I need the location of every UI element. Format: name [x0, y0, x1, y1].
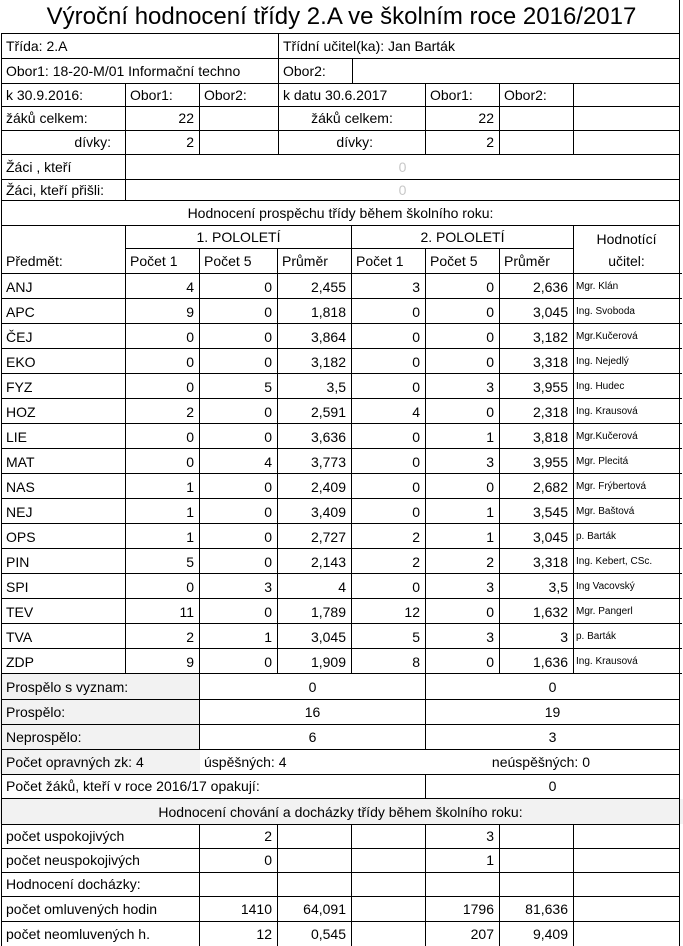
term2-count5: 1	[486, 528, 494, 545]
term2-count1: 0	[412, 353, 420, 370]
term2-average: 3,318	[532, 353, 568, 370]
teacher-name: Mgr. Plecitá	[576, 455, 629, 467]
unexcused-hours-term1-avg: 0,545	[310, 925, 346, 942]
repeating-label: Počet žáků, kteří v roce 2016/17 opakují:	[6, 778, 260, 794]
end-girls-value: 2	[486, 134, 494, 150]
grid-line	[573, 83, 574, 154]
term2-count1: 0	[412, 303, 420, 320]
subject-header: Předmět:	[6, 253, 63, 269]
term1-average: 2,455	[310, 278, 346, 295]
term2-count5: 1	[486, 428, 494, 445]
teacher-name: Ing. Kebert, CSc.	[576, 555, 653, 567]
term1-average: 4	[338, 578, 346, 595]
teacher-name: Ing Vacovský	[576, 580, 635, 592]
field2-label: Obor2:	[283, 62, 326, 79]
term2-count5: 0	[486, 303, 494, 320]
term1-count1: 9	[186, 303, 194, 320]
term2-count1: 0	[412, 328, 420, 345]
date-end-label: k datu 30.6.2017	[283, 86, 388, 103]
term1-count5: 0	[264, 528, 272, 545]
term1-count1: 1	[186, 528, 194, 545]
term1-count5-header: Počet 5	[204, 253, 252, 269]
term1-count1: 11	[179, 603, 194, 620]
failed-term1: 6	[308, 728, 317, 745]
passed-label: Prospělo:	[6, 703, 66, 720]
term2-count1: 2	[412, 553, 420, 570]
term2-count1: 0	[412, 428, 420, 445]
term1-count1: 0	[186, 328, 194, 345]
term2-average: 3,955	[532, 453, 568, 470]
term2-average: 3,045	[532, 303, 568, 320]
teacher-name: Ing. Krausová	[576, 655, 638, 667]
unsatisfactory-term2: 1	[486, 852, 494, 868]
unexcused-hours-label: počet neomluvených h.	[6, 925, 150, 942]
subject-name: ANJ	[6, 278, 33, 295]
teacher-name: Ing. Hudec	[576, 380, 625, 392]
students-who-value: 0	[398, 158, 407, 175]
unexcused-hours-term2: 207	[470, 925, 494, 942]
term1-average: 2,143	[310, 553, 346, 570]
term2-count5: 1	[486, 503, 494, 520]
start-girls-label: dívky:	[74, 134, 111, 150]
subject-name: HOZ	[6, 403, 36, 420]
term2-count1: 4	[412, 403, 420, 420]
end-students-value: 22	[478, 110, 494, 126]
term2-count1: 0	[412, 478, 420, 495]
term2-count5: 0	[486, 278, 494, 295]
subject-name: NEJ	[6, 503, 33, 520]
failed-term2: 3	[548, 728, 557, 745]
term1-count5: 0	[264, 428, 272, 445]
term2-count5: 3	[486, 628, 494, 645]
term1-average: 1,789	[310, 603, 346, 620]
passed-term2: 19	[544, 703, 561, 720]
subject-name: OPS	[6, 528, 36, 545]
grid-line	[573, 824, 574, 946]
term2-count5-header: Počet 5	[430, 253, 478, 269]
excused-hours-term1-avg: 64,091	[303, 900, 346, 917]
passed-honors-label: Prospělo s vyznam:	[6, 678, 129, 695]
retake-successful: úspěšných: 4	[204, 753, 287, 770]
term1-count5: 4	[264, 453, 272, 470]
term1-average: 3,773	[310, 453, 346, 470]
passed-honors-term2: 0	[548, 678, 557, 695]
unsatisfactory-term1: 0	[264, 852, 272, 868]
term1-count5: 0	[264, 303, 272, 320]
grades-section-title: Hodnocení prospěchu třídy během školního roku:	[187, 204, 494, 221]
subject-name: MAT	[6, 453, 35, 470]
subject-name: APC	[6, 303, 35, 320]
term2-count5: 0	[486, 653, 494, 670]
term2-average: 2,682	[532, 478, 568, 495]
term1-count5: 0	[264, 653, 272, 670]
term2-count1: 8	[412, 653, 420, 670]
excused-hours-term1: 1410	[240, 900, 272, 917]
term2-average: 2,318	[532, 403, 568, 420]
satisfactory-term2: 3	[486, 828, 494, 844]
teacher-header-1: Hodnotící	[596, 231, 657, 247]
teacher-name: Mgr.Kučerová	[576, 430, 638, 442]
teacher-name: Ing. Svoboda	[576, 305, 635, 317]
subject-name: SPI	[6, 578, 29, 595]
term2-count1: 0	[412, 578, 420, 595]
end-field1-label: Obor1:	[430, 86, 473, 103]
term2-count1: 0	[412, 453, 420, 470]
teacher-name: p. Barták	[576, 630, 617, 642]
term2-average: 3,318	[532, 553, 568, 570]
term2-count1: 0	[412, 503, 420, 520]
passed-honors-term1: 0	[308, 678, 317, 695]
end-students-label: žáků celkem:	[311, 110, 393, 126]
field1-label: Obor1: 18-20-M/01 Informační techno	[6, 62, 241, 79]
term1-average: 1,818	[310, 303, 346, 320]
retake-unsuccessful: neúspěšných: 0	[491, 753, 590, 770]
teacher-name: Ing. Krausová	[576, 405, 638, 417]
teacher-name: p. Barták	[576, 530, 617, 542]
repeating-value: 0	[548, 778, 557, 794]
term1-count1: 1	[186, 503, 194, 520]
term1-count1: 2	[186, 628, 194, 645]
term1-average: 3,045	[310, 628, 346, 645]
term2-average: 1,632	[532, 603, 568, 620]
term1-average: 2,591	[310, 403, 346, 420]
term2-count5: 3	[486, 453, 494, 470]
term2-count5: 0	[486, 353, 494, 370]
term1-avg-header: Průměr	[282, 253, 328, 269]
subject-name: FYZ	[6, 378, 33, 395]
term2-count1: 3	[412, 278, 420, 295]
term1-count1: 2	[186, 403, 194, 420]
term2-average: 3,045	[532, 528, 568, 545]
satisfactory-term1: 2	[264, 828, 272, 844]
term2-average: 3,955	[532, 378, 568, 395]
teacher-name: Ing. Nejedlý	[576, 355, 629, 367]
class-label: Třída: 2.A	[6, 37, 68, 54]
excused-hours-term2-avg: 81,636	[525, 900, 568, 917]
report-title: Výroční hodnocení třídy 2.A ve školním roce 2016/2017	[46, 2, 637, 30]
term2-count5: 0	[486, 328, 494, 345]
failed-label: Neprospělo:	[6, 728, 82, 745]
start-field2-label: Obor2:	[204, 86, 247, 103]
term1-count5: 0	[264, 603, 272, 620]
term1-count5: 0	[264, 503, 272, 520]
teacher-name: Mgr.Kučerová	[576, 330, 638, 342]
term1-average: 3,5	[326, 378, 346, 395]
passed-term1: 16	[304, 703, 321, 720]
term1-count5: 3	[264, 578, 272, 595]
excused-hours-label: počet omluvených hodin	[6, 900, 157, 917]
subject-name: TEV	[6, 603, 34, 620]
term2-count5: 3	[486, 578, 494, 595]
students-who-label: Žáci , kteří	[6, 158, 72, 175]
subject-name: ČEJ	[6, 328, 33, 345]
term1-count5: 0	[264, 478, 272, 495]
date-start-label: k 30.9.2016:	[6, 86, 84, 103]
term2-average: 1,636	[532, 653, 568, 670]
term2-count5: 0	[486, 478, 494, 495]
term1-count5: 0	[264, 553, 272, 570]
term2-header: 2. POLOLETÍ	[420, 228, 505, 245]
term1-count5: 0	[264, 328, 272, 345]
behavior-section-title: Hodnocení chování a docházky třídy během školního roku:	[158, 803, 523, 820]
term2-count5: 3	[486, 378, 494, 395]
term1-count1: 9	[186, 653, 194, 670]
term1-average: 3,864	[310, 328, 346, 345]
term1-average: 2,727	[310, 528, 346, 545]
term1-count1-header: Počet 1	[130, 253, 178, 269]
teacher-name: Mgr. Pangerl	[576, 605, 633, 617]
term1-count5: 0	[264, 278, 272, 295]
term1-average: 3,409	[310, 503, 346, 520]
attendance-label: Hodnocení docházky:	[6, 876, 141, 892]
unexcused-hours-term1: 12	[256, 925, 272, 942]
unsatisfactory-label: počet neuspokojivých	[6, 852, 140, 868]
term1-count1: 0	[186, 353, 194, 370]
term1-count5: 5	[264, 378, 272, 395]
subject-name: EKO	[6, 353, 36, 370]
start-field1-label: Obor1:	[130, 86, 173, 103]
subject-name: ZDP	[6, 653, 34, 670]
term2-count1-header: Počet 1	[356, 253, 404, 269]
term2-average: 3,545	[532, 503, 568, 520]
grid-line	[351, 824, 352, 946]
term1-count1: 1	[186, 478, 194, 495]
teacher-name: Mgr. Baštová	[576, 505, 635, 517]
term2-count5: 0	[486, 403, 494, 420]
term2-average: 3	[560, 628, 568, 645]
teacher-name: Mgr. Frýbertová	[576, 480, 647, 492]
students-arrived-label: Žáci, kteří přišli:	[6, 181, 105, 198]
term1-average: 3,636	[310, 428, 346, 445]
satisfactory-label: počet uspokojivých	[6, 828, 125, 844]
teacher-header-2: učitel:	[608, 253, 645, 269]
term2-count5: 2	[486, 553, 494, 570]
class-teacher: Třídní učitel(ka): Jan Barták	[283, 37, 455, 54]
term1-count1: 4	[186, 278, 194, 295]
start-girls-value: 2	[186, 134, 194, 150]
term1-average: 1,909	[310, 653, 346, 670]
term2-average: 3,818	[532, 428, 568, 445]
end-girls-label: dívky:	[336, 134, 373, 150]
term2-avg-header: Průměr	[504, 253, 550, 269]
term1-average: 3,182	[310, 353, 346, 370]
term2-count1: 12	[404, 603, 420, 620]
term1-average: 2,409	[310, 478, 346, 495]
term1-count1: 0	[186, 578, 194, 595]
term1-count1: 0	[186, 378, 194, 395]
term2-average: 2,636	[532, 278, 568, 295]
start-students-value: 22	[178, 110, 194, 126]
term2-count1: 2	[412, 528, 420, 545]
term1-count5: 0	[264, 403, 272, 420]
students-arrived-value: 0	[398, 181, 407, 198]
term2-average: 3,182	[532, 328, 568, 345]
excused-hours-term2: 1796	[462, 900, 494, 917]
subject-name: PIN	[6, 553, 30, 570]
subject-name: NAS	[6, 478, 35, 495]
term2-count5: 0	[486, 603, 494, 620]
term2-average: 3,5	[548, 578, 568, 595]
unexcused-hours-term2-avg: 9,409	[532, 925, 568, 942]
term1-header: 1. POLOLETÍ	[196, 228, 281, 245]
teacher-name: Mgr. Klán	[576, 280, 619, 292]
term1-count1: 5	[186, 553, 194, 570]
term2-count1: 5	[412, 628, 420, 645]
term1-count1: 0	[186, 453, 194, 470]
term1-count1: 0	[186, 428, 194, 445]
term1-count5: 0	[264, 353, 272, 370]
end-field2-label: Obor2:	[504, 86, 547, 103]
subject-name: LIE	[6, 428, 28, 445]
retake-exams-count: Počet opravných zk: 4	[6, 753, 144, 770]
term2-count1: 0	[412, 378, 420, 395]
subject-name: TVA	[6, 628, 33, 645]
start-students-label: žáků celkem:	[6, 110, 88, 126]
term1-count5: 1	[264, 628, 272, 645]
